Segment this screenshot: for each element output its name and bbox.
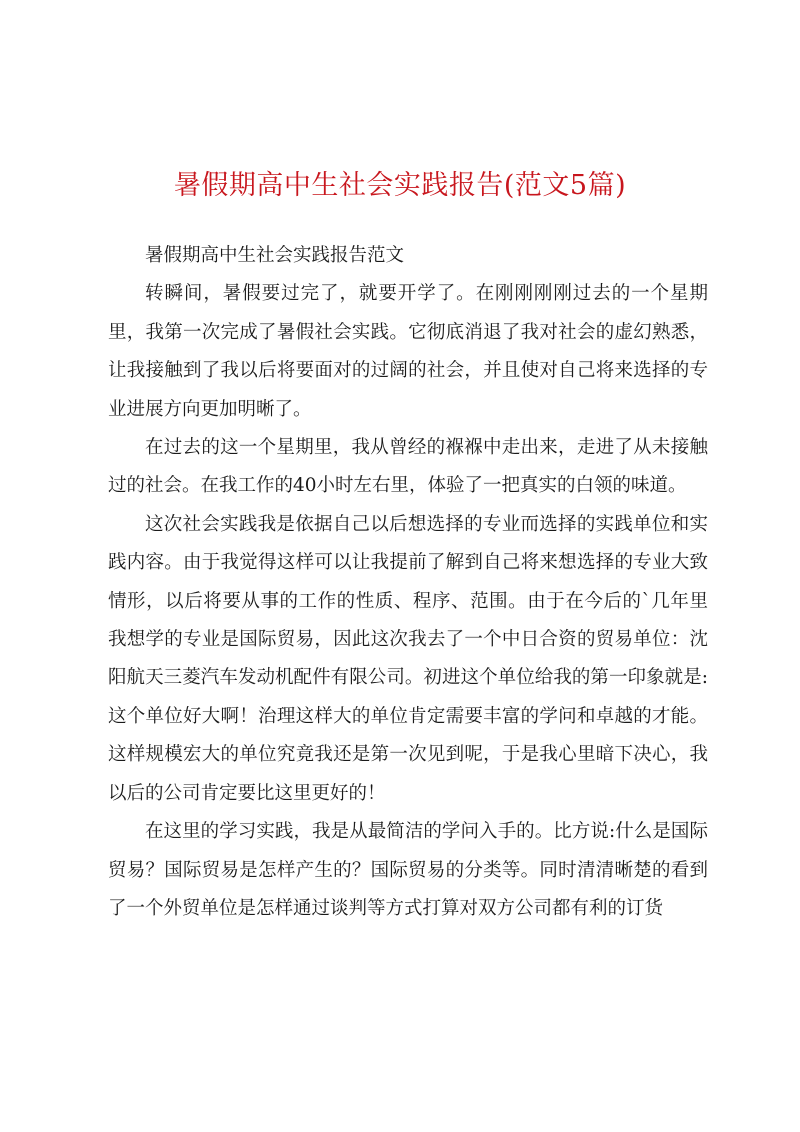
paragraph-subtitle: 暑假期高中生社会实践报告范文	[145, 245, 405, 266]
paragraph: 转瞬间，暑假要过完了，就要开学了。在刚刚刚刚过去的一个星期里，我第一次完成了暑假社会实践。它彻底消退了我对社会的虚幻熟悉，让我接触到了我以后将要面对的过阔的社会，并且使对自己将来选择的专业进展方向更加明晰了。	[108, 283, 708, 420]
paragraph: 在过去的这一个星期里，我从曾经的褓褓中走出来，走进了从未接触过的社会。在我工作的40小时左右里，体验了一把真实的白领的味道。	[108, 437, 708, 497]
paragraph: 这次社会实践我是依据自己以后想选择的专业而选择的实践单位和实践内容。由于我觉得这样可以让我提前了解到自己将来想选择的专业大致情形，以后将要从事的工作的性质、程序、范围。由于在今后的`几年里我想学的专业是国际贸易，因此这次我去了一个中日合资的贸易单位：沈阳航天三菱汽车发动机配件有限公司。初进这个单位给我的第一印象就是:这个单位好大啊！治理这样大的单位肯定需要丰富的学问和卓越的才能。这样规模宏大的单位究竟我还是第一次见到呢，于是我心里暗下决心，我以后的公司肯定要比这里更好的！	[108, 513, 708, 804]
paragraph: 在这里的学习实践，我是从最简洁的学问入手的。比方说:什么是国际贸易？国际贸易是怎样产生的？国际贸易的分类等。同时清清晰楚的看到了一个外贸单位是怎样通过谈判等方式打算对双方公司都有利的订货	[108, 821, 708, 919]
document-title: 暑假期高中生社会实践报告(范文5篇)	[173, 170, 627, 201]
document-body	[108, 237, 708, 928]
